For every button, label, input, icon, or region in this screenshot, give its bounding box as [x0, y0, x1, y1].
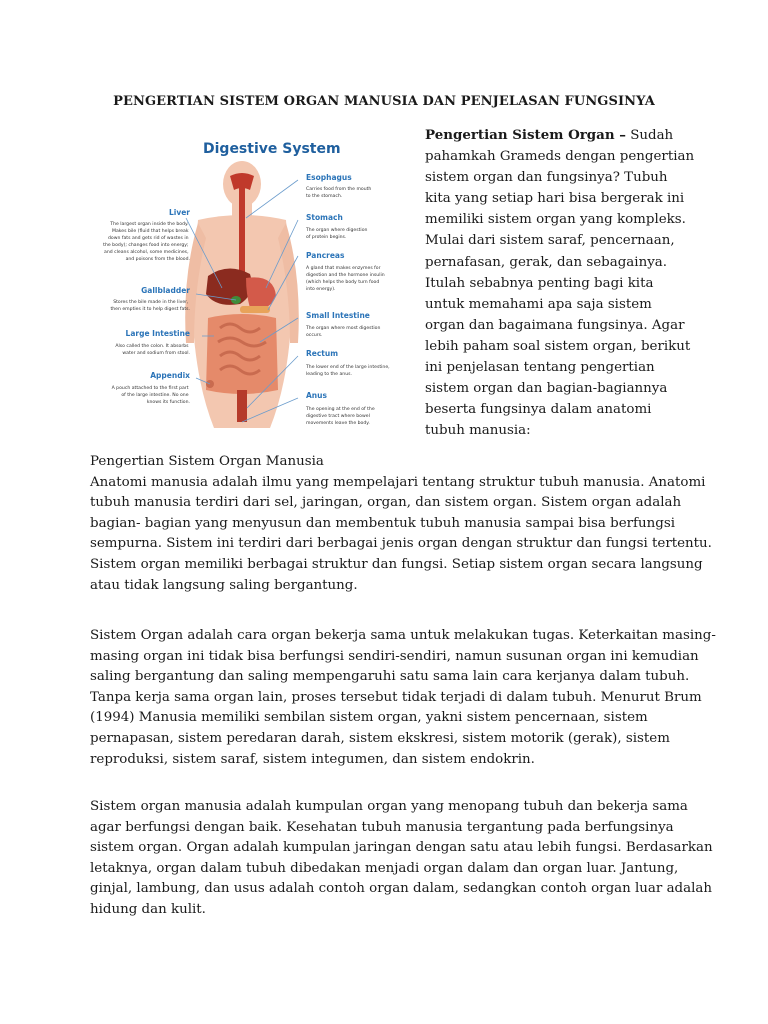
- intro-line: memiliki sistem organ yang kompleks.: [425, 212, 686, 228]
- label-large-intestine: Large Intestine: [125, 329, 190, 338]
- intro-line: beserta fungsinya dalam anatomi: [425, 402, 652, 418]
- paragraph-line: pernapasan, sistem peredaran darah, sistem ekskresi, sistem motorik (gerak), sistem: [90, 730, 670, 746]
- paragraph-line: masing organ ini tidak bisa berfungsi sendiri-sendiri, namun susunan organ ini kemudian: [90, 648, 699, 664]
- desc-appendix: A pouch attached to the first part of the large intestine. No one knows its function.: [111, 386, 190, 405]
- label-anus: Anus: [306, 391, 327, 400]
- intro-line: sistem organ dan fungsinya? Tubuh: [425, 170, 668, 186]
- intro-line: Pengertian Sistem Organ – Sudah: [425, 127, 674, 143]
- label-gallbladder: Gallbladder: [141, 286, 190, 295]
- paragraph-anatomy: [90, 452, 712, 596]
- mouth-cavity: [230, 173, 254, 190]
- intro-line: tubuh manusia:: [425, 423, 531, 439]
- paragraph-line: Sistem organ manusia adalah kumpulan organ yang menopang tubuh dan bekerja sama: [90, 799, 688, 814]
- intro-line: Mulai dari sistem saraf, pencernaan,: [425, 233, 675, 249]
- paragraph-line: letaknya, organ dalam tubuh dibedakan menjadi organ dalam dan organ luar. Jantung,: [90, 860, 679, 876]
- intro-column: [425, 125, 695, 441]
- paragraph-line: Sistem organ memiliki berbagai struktur dan fungsi. Setiap sistem organ secara langsung: [90, 556, 703, 572]
- esophagus: [239, 188, 245, 280]
- intro-lead: Pengertian Sistem Organ –: [425, 127, 626, 143]
- paragraph-human-organs: [90, 797, 713, 921]
- intro-line: ini penjelasan tentang pengertian: [425, 360, 655, 376]
- figure-title: Digestive System: [203, 141, 341, 157]
- paragraph-line: saling bergantung dan saling mempengaruhi satu sama lain cara kerjanya dalam tubuh.: [90, 669, 690, 685]
- rectum: [237, 390, 247, 422]
- paragraph-line: hidung dan kulit.: [90, 901, 206, 917]
- label-rectum: Rectum: [306, 349, 339, 358]
- desc-small-intestine: The organ where most digestion occurs.: [306, 326, 381, 338]
- paragraph-line: Tanpa kerja sama organ lain, proses tersebut tidak terjadi di dalam tubuh. Menurut Brum: [90, 689, 702, 705]
- intro-line: pahamkah Grameds dengan pengertian: [425, 149, 695, 165]
- intro-line: sistem organ dan bagian-bagiannya: [425, 381, 668, 397]
- desc-gallbladder: Stores the bile made in the liver, then empties it to help digest fats.: [110, 300, 190, 312]
- intro-line: organ dan bagaimana fungsinya. Agar: [425, 317, 685, 333]
- label-esophagus: Esophagus: [306, 173, 352, 182]
- paragraph-line: ginjal, lambung, dan usus adalah contoh organ dalam, sedangkan contoh organ luar adalah: [90, 881, 712, 897]
- intro-line: Itulah sebabnya penting bagi kita: [425, 275, 654, 291]
- digestive-system-figure: [90, 128, 412, 444]
- desc-esophagus: Carries food from the mouth to the stomach.: [306, 187, 372, 199]
- paragraph-line: (1994) Manusia memiliki sembilan sistem organ, yakni sistem pencernaan, sistem: [90, 710, 648, 726]
- large-intestine: [206, 314, 278, 394]
- paragraph-line: tubuh manusia terdiri dari sel, jaringan, organ, dan sistem organ. Sistem organ adalah: [90, 495, 682, 511]
- intro-line: lebih paham soal sistem organ, berikut: [425, 338, 691, 354]
- document-title: PENGERTIAN SISTEM ORGAN MANUSIA DAN PENJELASAN FUNGSINYA: [113, 94, 655, 109]
- intro-line: kita yang setiap hari bisa bergerak ini: [425, 191, 685, 207]
- paragraph-line: sempurna. Sistem ini terdiri dari berbagai jenis organ dengan struktur dan fungsi tertentu.: [90, 536, 712, 552]
- paragraph-line: sistem organ. Organ adalah kumpulan jaringan dengan satu atau lebih fungsi. Berdasarkan: [90, 840, 713, 856]
- label-stomach: Stomach: [306, 213, 343, 222]
- desc-liver: The largest organ inside the body. Makes bile (fluid that helps break down fats and gets rid of wastes in the body); changes food into energy; and cleans alcohol, some medicines, and poisons from the blood.: [103, 222, 190, 262]
- liver: [206, 268, 252, 304]
- desc-pancreas: A gland that makes enzymes for digestion and the hormone insulin (which helps the body turn food into energy).: [306, 266, 385, 292]
- paragraph-line: reproduksi, sistem saraf, sistem integumen, dan sistem endokrin.: [90, 751, 535, 767]
- paragraph-organ-system: [90, 626, 716, 770]
- desc-large-intestine: Also called the colon. It absorbs water and sodium from stool.: [115, 344, 190, 356]
- paragraph-line: atau tidak langsung saling bergantung.: [90, 577, 358, 593]
- desc-anus: The opening at the end of the digestive tract where bowel movements leave the body.: [306, 407, 375, 426]
- pancreas: [240, 306, 270, 313]
- desc-stomach: The organ where digestion of protein begins.: [306, 228, 368, 240]
- paragraph-line: agar berfungsi dengan baik. Kesehatan tubuh manusia tergantung pada berfungsinya: [90, 819, 674, 835]
- intro-line: pernafasan, gerak, dan sebagainya.: [425, 254, 667, 270]
- appendix: [206, 380, 214, 388]
- label-appendix: Appendix: [150, 371, 190, 380]
- intro-line: untuk memahami apa saja sistem: [425, 296, 652, 312]
- label-pancreas: Pancreas: [306, 251, 345, 260]
- paragraph-line: Sistem Organ adalah cara organ bekerja sama untuk melakukan tugas. Keterkaitan masing-: [90, 628, 716, 643]
- label-small-intestine: Small Intestine: [306, 311, 370, 320]
- label-liver: Liver: [168, 208, 190, 217]
- section-heading: Pengertian Sistem Organ Manusia: [90, 454, 324, 469]
- desc-rectum: The lower end of the large intestine, leading to the anus.: [306, 365, 390, 377]
- paragraph-line: Anatomi manusia adalah ilmu yang mempelajari tentang struktur tubuh manusia. Anatomi: [90, 474, 706, 490]
- paragraph-line: bagian- bagian yang menyusun dan membentuk tubuh manusia sampai bisa berfungsi: [90, 515, 675, 531]
